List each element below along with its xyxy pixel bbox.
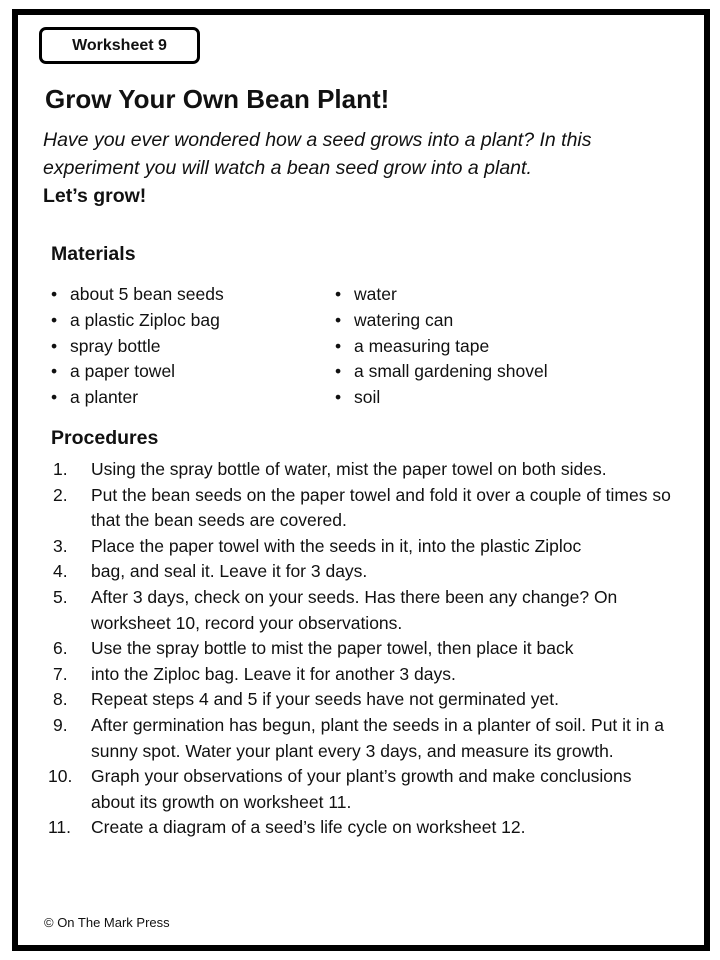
procedure-step [48, 815, 678, 841]
step-number: 5. [53, 586, 68, 607]
materials-item: • a plastic Ziploc bag [50, 308, 224, 334]
materials-item: • a planter [50, 385, 224, 411]
intro-paragraph [43, 126, 673, 210]
step-number: 10. [48, 766, 73, 787]
step-text: Put the bean seeds on the paper towel and fold it over a couple of times so that the bean seeds are covered. [91, 484, 671, 531]
step-text: Create a diagram of a seed’s life cycle on worksheet 12. [91, 817, 526, 838]
step-text: bag, and seal it. Leave it for 3 days. [91, 561, 368, 582]
materials-item: • water [334, 282, 548, 308]
procedure-step [48, 764, 678, 815]
page-title: Grow Your Own Bean Plant! [45, 84, 390, 114]
step-number: 7. [53, 663, 68, 684]
materials-item: • a small gardening shovel [334, 359, 548, 385]
step-number: 8. [53, 689, 68, 710]
procedures-heading: Procedures [51, 427, 159, 449]
materials-item: • soil [334, 385, 548, 411]
step-number: 11. [48, 817, 72, 838]
step-text: Using the spray bottle of water, mist the paper towel on both sides. [91, 459, 607, 479]
procedure-step [48, 559, 678, 585]
materials-item: • a paper towel [50, 359, 224, 385]
step-number: 9. [53, 714, 68, 735]
step-number: 2. [53, 484, 68, 505]
step-number: 4. [53, 561, 68, 582]
procedure-step [48, 457, 678, 483]
step-text: into the Ziploc bag. Leave it for another 3 days. [91, 663, 456, 684]
intro-italic-text: Have you ever wondered how a seed grows into a plant? In this experiment you will watch a bean seed grow into a plant. [43, 129, 592, 179]
procedure-step [48, 636, 678, 662]
copyright-footer: © On The Mark Press [44, 915, 170, 930]
materials-item: • watering can [334, 308, 548, 334]
step-text: Repeat steps 4 and 5 if your seeds have not germinated yet. [91, 689, 559, 710]
step-number: 1. [53, 459, 68, 479]
intro-bold-text: Let’s grow! [43, 185, 147, 207]
procedure-step [48, 662, 678, 688]
step-text: Graph your observations of your plant’s growth and make conclusions about its growth on worksheet 11. [91, 766, 632, 812]
procedure-step [48, 713, 678, 764]
step-number: 6. [53, 638, 68, 659]
procedures-list [48, 457, 678, 841]
materials-list-right [334, 282, 548, 411]
step-text: Use the spray bottle to mist the paper towel, then place it back [91, 638, 574, 659]
materials-list-left [50, 282, 224, 411]
materials-item: • a measuring tape [334, 334, 548, 360]
step-text: After 3 days, check on your seeds. Has there been any change? On worksheet 10, record your observations. [91, 586, 618, 633]
procedure-step [48, 687, 678, 713]
materials-item: • about 5 bean seeds [50, 282, 224, 308]
procedure-step [48, 585, 678, 636]
step-text: After germination has begun, plant the seeds in a planter of soil. Put it in a sunny spot. Water your plant every 3 days, and measure its growth. [91, 714, 664, 761]
step-text: Place the paper towel with the seeds in it, into the plastic Ziploc [91, 535, 582, 556]
procedure-step [48, 483, 678, 534]
materials-heading: Materials [51, 243, 136, 265]
materials-item: • spray bottle [50, 334, 224, 360]
step-number: 3. [53, 535, 68, 556]
procedure-step [48, 534, 678, 560]
worksheet-badge: Worksheet 9 [39, 27, 200, 64]
